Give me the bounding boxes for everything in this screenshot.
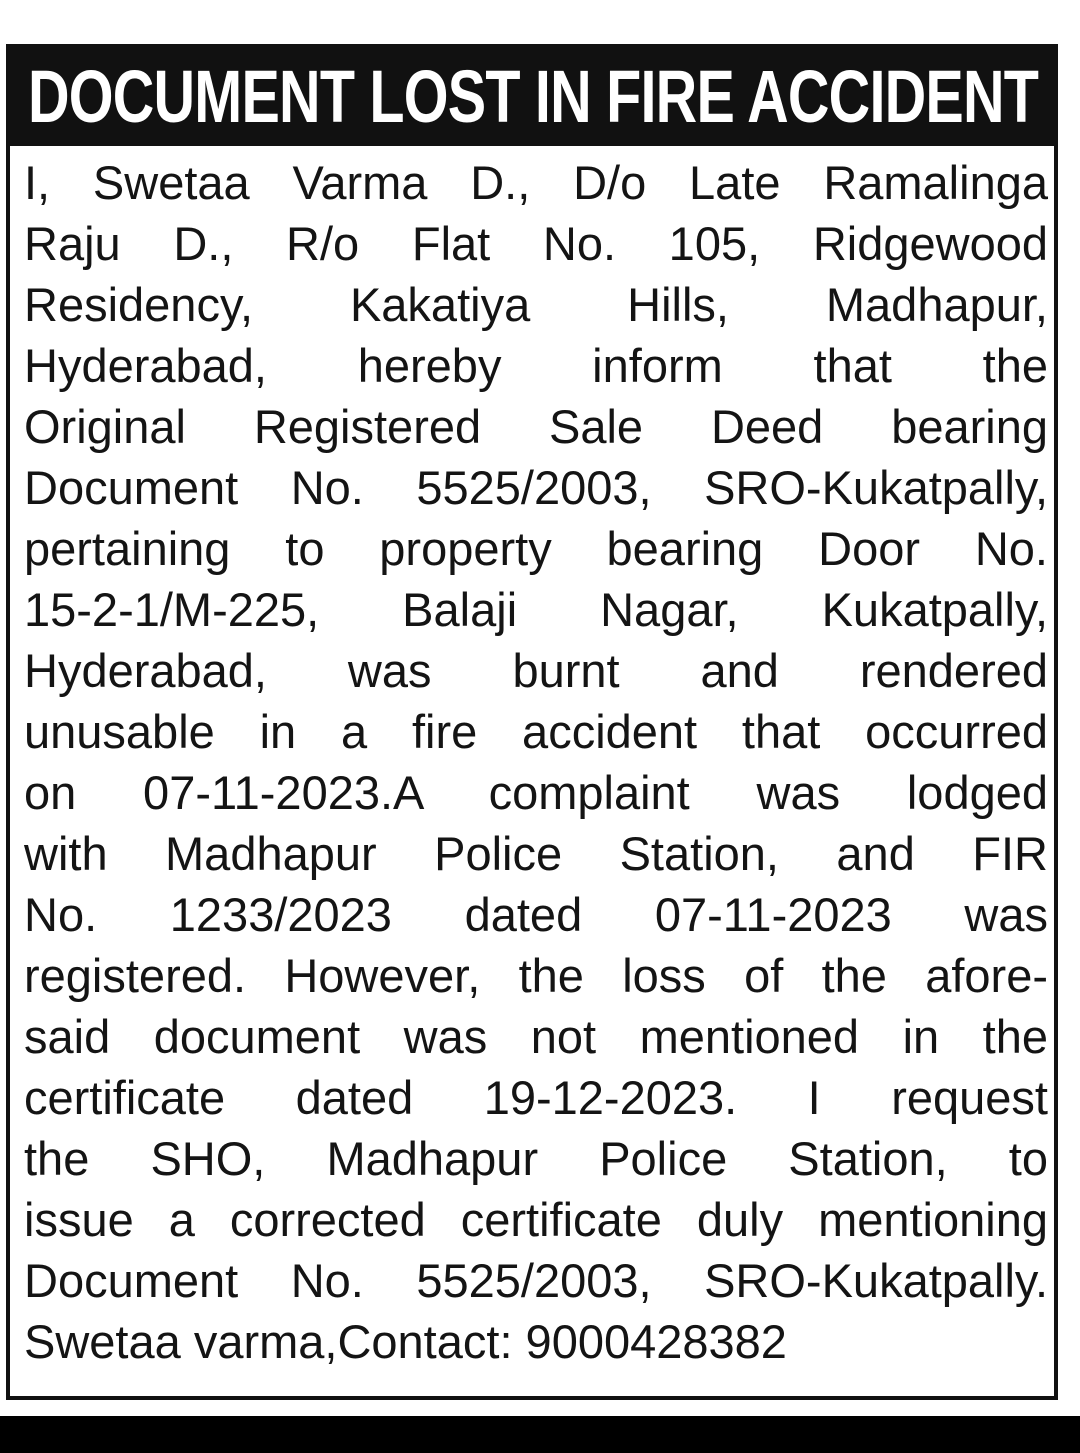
notice-line: with Madhapur Police Station, and FIR: [24, 827, 1048, 880]
notice-line: 15-2-1/M-225, Balaji Nagar, Kukatpally,: [24, 583, 1048, 636]
notice-line: Document No. 5525/2003, SRO-Kukatpally,: [24, 461, 1048, 514]
notice-line: said document was not mentioned in the: [24, 1010, 1048, 1063]
notice-signature-line: Swetaa varma,Contact: 9000428382: [24, 1315, 787, 1368]
notice-line: the SHO, Madhapur Police Station, to: [24, 1132, 1048, 1185]
notice-line: registered. However, the loss of the afore-: [24, 949, 1048, 1002]
notice-line: certificate dated 19-12-2023. I request: [24, 1071, 1048, 1124]
notice-line: pertaining to property bearing Door No.: [24, 522, 1048, 575]
notice-line: issue a corrected certificate duly mentioning: [24, 1193, 1048, 1246]
bottom-black-band: [0, 1416, 1080, 1453]
notice-line: Hyderabad, hereby inform that the: [24, 339, 1048, 392]
notice-line: Original Registered Sale Deed bearing: [24, 400, 1048, 453]
notice-title-bar: [10, 48, 1054, 146]
notice-line: I, Swetaa Varma D., D/o Late Ramalinga: [24, 156, 1048, 209]
notice-line: Hyderabad, was burnt and rendered: [24, 644, 1048, 697]
notice-line: Residency, Kakatiya Hills, Madhapur,: [24, 278, 1048, 331]
classified-notice: [6, 44, 1058, 1400]
notice-line: unusable in a fire accident that occurred: [24, 705, 1048, 758]
notice-line: Document No. 5525/2003, SRO-Kukatpally.: [24, 1254, 1048, 1307]
notice-title: DOCUMENT LOST IN FIRE ACCIDENT: [28, 55, 1039, 138]
notice-body: [24, 152, 1048, 1372]
notice-line: No. 1233/2023 dated 07-11-2023 was: [24, 888, 1048, 941]
notice-line: on 07-11-2023.A complaint was lodged: [24, 766, 1048, 819]
notice-line: Raju D., R/o Flat No. 105, Ridgewood: [24, 217, 1048, 270]
